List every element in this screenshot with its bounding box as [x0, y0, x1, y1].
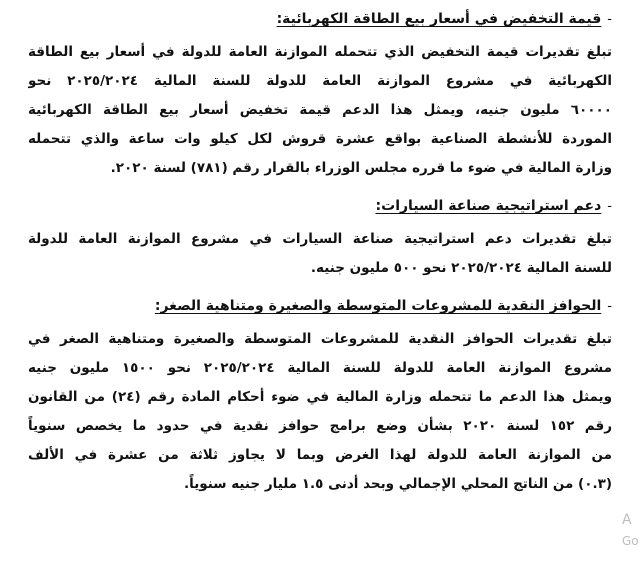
bullet-dash: -	[607, 11, 612, 27]
paragraph-line: تبلغ تقديرات دعم استراتيجية صناعة السيارات في مشروع الموازنة العامة للدولة	[28, 231, 612, 247]
paragraph-line: مشروع الموازنة العامة للدولة للسنة المالية ٢٠٢٥/٢٠٢٤ نحو ١٥٠٠ مليون جنيه	[28, 360, 612, 376]
section-electricity-price-reduction	[28, 6, 612, 183]
activation-watermark-line1: A	[622, 512, 632, 528]
paragraph-line: الموردة للأنشطة الصناعية بواقع عشرة قروش لكل كيلو وات ساعة والذي تتحمله	[28, 131, 612, 147]
section-paragraph	[28, 225, 612, 283]
section-heading: قيمة التخفيض في أسعار بيع الطاقة الكهربائية:	[276, 11, 602, 27]
bullet-dash: -	[607, 298, 612, 314]
activation-watermark-line2: Go	[622, 534, 639, 548]
section-heading-row	[28, 6, 612, 32]
paragraph-line: ٦٠٠٠٠ مليون جنيه، ويمثل هذا الدعم قيمة تخفيض أسعار بيع الطاقة الكهربائية	[28, 102, 612, 118]
paragraph-line: للسنة المالية ٢٠٢٥/٢٠٢٤ نحو ٥٠٠ مليون جنيه.	[310, 260, 612, 276]
paragraph-line: (٠.٣) من الناتج المحلي الإجمالي وبحد أدنى ١.٥ مليار جنيه سنوياً.	[184, 476, 612, 492]
paragraph-line: الكهربائية في مشروع الموازنة العامة للدولة للسنة المالية ٢٠٢٥/٢٠٢٤ نحو	[28, 73, 612, 89]
section-paragraph	[28, 325, 612, 499]
section-heading-row	[28, 193, 612, 219]
section-heading: الحوافز النقدية للمشروعات المتوسطة والصغيرة ومتناهية الصغر:	[154, 298, 602, 314]
section-paragraph	[28, 38, 612, 183]
paragraph-line: تبلغ تقديرات قيمة التخفيض الذي تتحمله الموازنة العامة للدولة في أسعار بيع الطاقة	[28, 44, 612, 60]
section-heading: دعم استراتيجية صناعة السيارات:	[375, 198, 602, 214]
section-car-industry-strategy	[28, 193, 612, 283]
paragraph-line: وزارة المالية في ضوء ما قرره مجلس الوزراء بالقرار رقم (٧٨١) لسنة ٢٠٢٠.	[110, 160, 612, 176]
bullet-dash: -	[607, 198, 612, 214]
section-sme-cash-incentives	[28, 293, 612, 499]
section-heading-row	[28, 293, 612, 319]
paragraph-line: تبلغ تقديرات الحوافز النقدية للمشروعات المتوسطة والصغيرة ومتناهية الصغر في	[28, 331, 612, 347]
paragraph-line: من الموازنة العامة للدولة لهذا الغرض وبما لا يجاوز ثلاثة من عشرة في الألف	[28, 447, 612, 463]
paragraph-line: ويمثل هذا الدعم ما تتحمله وزارة المالية في ضوء أحكام المادة رقم (٢٤) من القانون	[28, 389, 612, 405]
paragraph-line: رقم ١٥٢ لسنة ٢٠٢٠ بشأن وضع برامج حوافز نقدية في حدود ما يخصص سنوياً	[28, 418, 612, 434]
